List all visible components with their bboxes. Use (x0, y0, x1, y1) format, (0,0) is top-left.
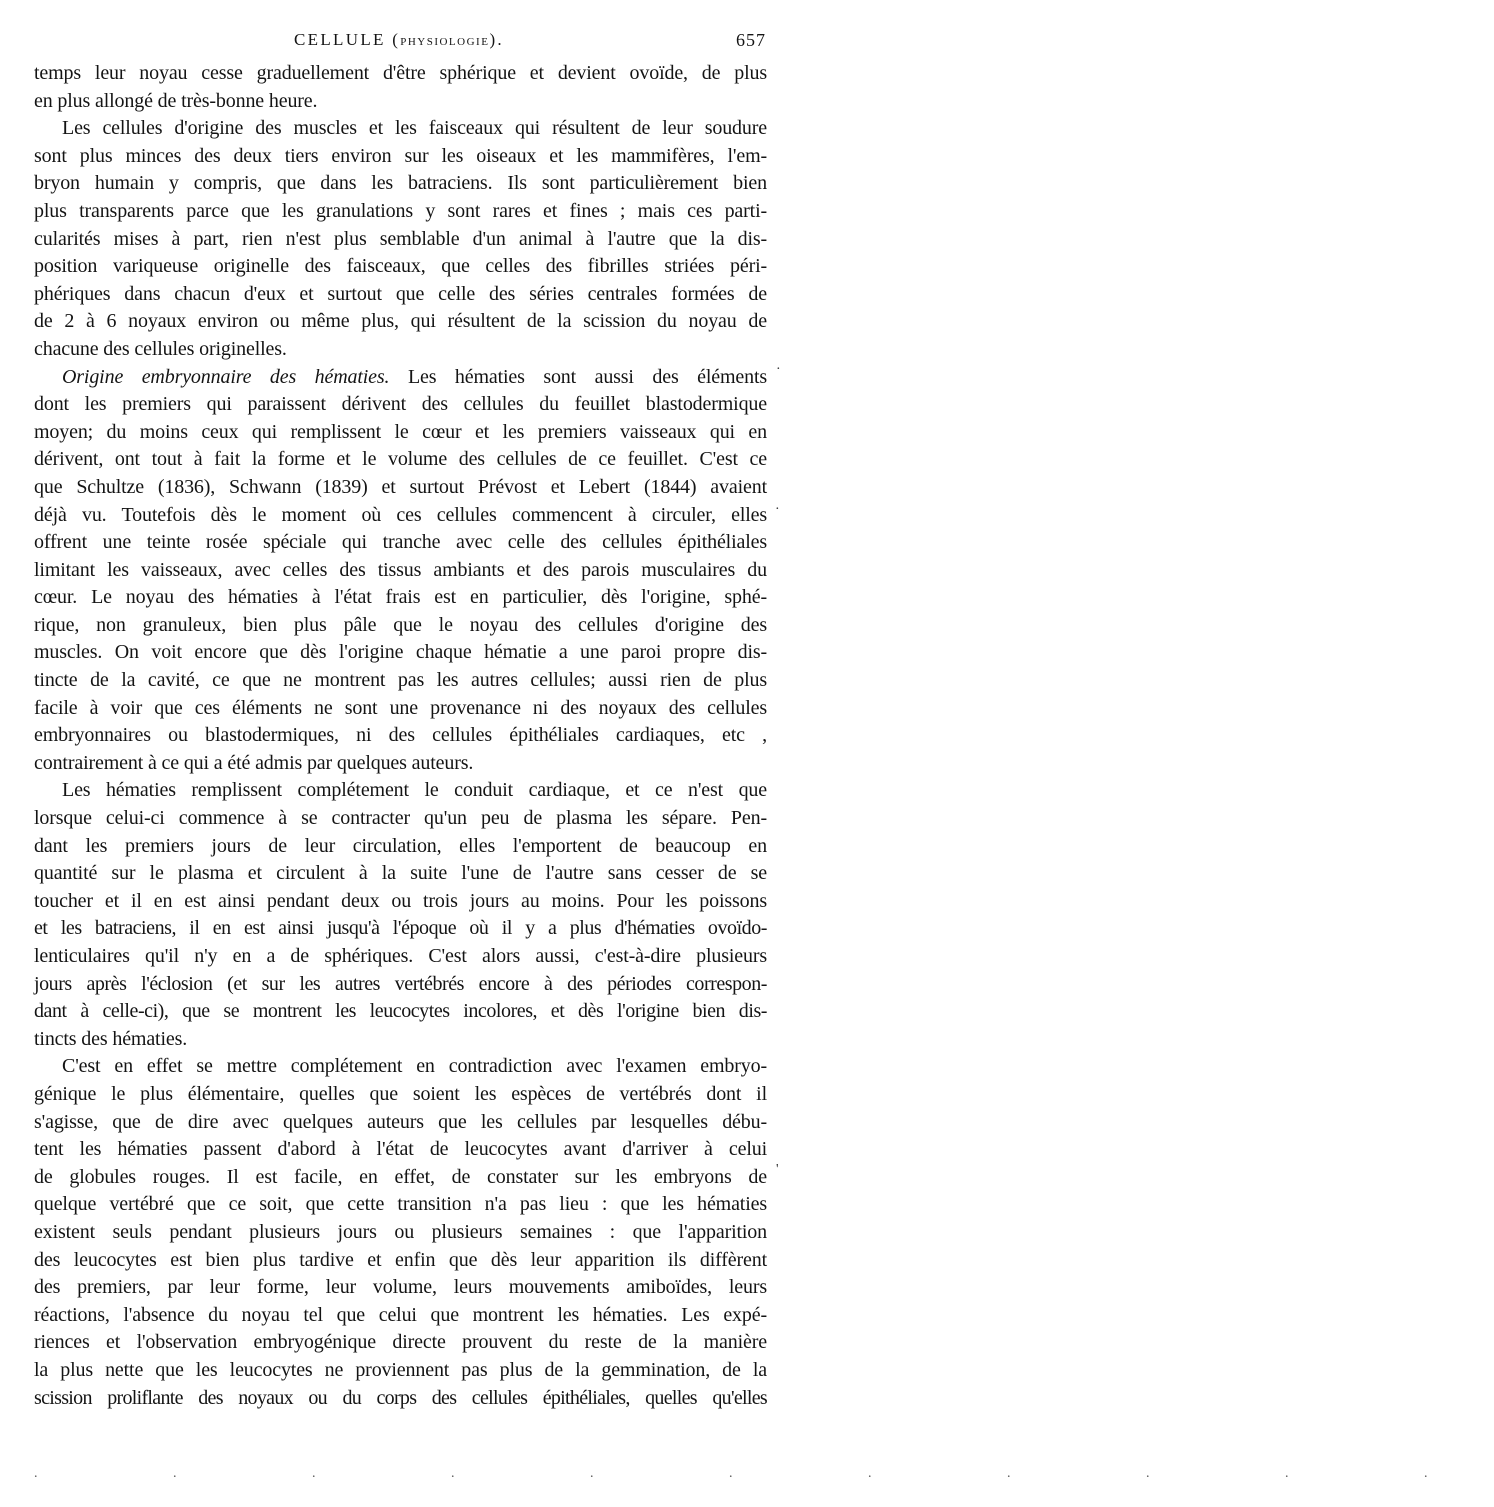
text-line: chacune des cellules originelles. (34, 337, 287, 360)
text-line: et les batraciens, il en est ainsi jusqu'à l'époque où il y a plus d'hématies ovoïdo- (34, 917, 767, 940)
text-line: des leucocytes est bien plus tardive et enfin que dès leur apparition ils diffèrent (34, 1248, 767, 1271)
body-text (34, 60, 767, 1412)
text-line: rique, non granuleux, bien plus pâle que le noyau des cellules d'origine des (34, 613, 767, 636)
text-line: lorsque celui-ci commence à se contracter qu'un peu de plasma les sépare. Pen- (34, 807, 767, 830)
text-line: contrairement à ce qui a été admis par quelques auteurs. (34, 751, 474, 774)
running-title-end: ). (489, 30, 504, 49)
text-line: facile à voir que ces éléments ne sont une provenance ni des noyaux des cellules (34, 696, 767, 719)
running-title (32, 30, 766, 50)
page-number: 657 (736, 30, 766, 50)
section-heading: Origine embryonnaire des hématies. (62, 365, 390, 388)
text-line: dant les premiers jours de leur circulation, elles l'emportent de beaucoup en (34, 834, 767, 857)
text-line: dant à celle-ci), que se montrent les leucocytes incolores, et dès l'origine bien dis- (34, 1000, 767, 1023)
text-line: de 2 à 6 noyaux environ ou même plus, qui résultent de la scission du noyau de (34, 310, 767, 333)
text-line: position variqueuse originelle des faisceaux, que celles des fibrilles striées péri- (34, 255, 767, 278)
text-line: Les hématies remplissent complétement le conduit cardiaque, et ce n'est que (62, 779, 767, 802)
text-line: la plus nette que les leucocytes ne proviennent pas plus de la gemmination, de la (34, 1358, 767, 1381)
text-line: moyen; du moins ceux qui remplissent le cœur et les premiers vaisseaux qui en (34, 420, 767, 443)
text-line: que Schultze (1836), Schwann (1839) et surtout Prévost et Lebert (1844) avaient (34, 475, 767, 498)
text-line: cularités mises à part, rien n'est plus semblable d'un animal à l'autre que la dis- (34, 227, 767, 250)
running-title-subject: PHYSIOLOGIE (400, 36, 490, 48)
text-line: s'agisse, que de dire avec quelques auteurs que les cellules par lesquelles débu- (34, 1110, 767, 1133)
text-line: offrent une teinte rosée spéciale qui tranche avec celle des cellules épithéliales (34, 531, 767, 554)
text-line-with-heading (34, 364, 767, 392)
text-line-rest: Les hématies sont aussi des éléments (407, 365, 768, 388)
text-line: réactions, l'absence du noyau tel que celui que montrent les hématies. Les expé- (34, 1303, 767, 1326)
text-line: Les cellules d'origine des muscles et les faisceaux qui résultent de leur soudure (62, 117, 767, 140)
text-line: plus transparents parce que les granulations y sont rares et fines ; mais ces parti- (34, 199, 767, 222)
margin-speck: · (775, 502, 780, 517)
text-line: toucher et il en est ainsi pendant deux ou trois jours au moins. Pour les poissons (34, 889, 767, 912)
text-line: tincte de la cavité, ce que ne montrent pas les autres cellules; aussi rien de plus (34, 669, 767, 692)
text-line: jours après l'éclosion (et sur les autres vertébrés encore à des périodes correspon- (34, 972, 767, 995)
text-line: en plus allongé de très-bonne heure. (34, 89, 318, 112)
text-line: limitant les vaisseaux, avec celles des tissus ambiants et des parois musculaires du (34, 558, 767, 581)
text-line: bryon humain y compris, que dans les batraciens. Ils sont particulièrement bien (34, 172, 767, 195)
text-line: phériques dans chacun d'eux et surtout que celle des séries centrales formées de (34, 282, 767, 305)
running-head (32, 26, 766, 58)
text-line: embryonnaires ou blastodermiques, ni des cellules épithéliales cardiaques, etc , (34, 724, 767, 747)
text-line: temps leur noyau cesse graduellement d'être sphérique et devient ovoïde, de plus (34, 62, 767, 84)
text-line: génique le plus élémentaire, quelles que soient les espèces de vertébrés dont il (34, 1082, 767, 1105)
text-line: riences et l'observation embryogénique directe prouvent du reste de la manière (34, 1331, 767, 1354)
text-line: dont les premiers qui paraissent dérivent des cellules du feuillet blastodermique (34, 393, 767, 416)
margin-speck: ' (776, 1162, 779, 1177)
text-line: dérivent, ont tout à fait la forme et le volume des cellules de ce feuillet. C'est ce (34, 448, 767, 471)
text-line: lenticulaires qu'il n'y en a de sphériques. C'est alors aussi, c'est-à-dire plusieurs (34, 945, 767, 967)
text-line: tincts des hématies. (34, 1027, 188, 1050)
text-line: sont plus minces des deux tiers environ sur les oiseaux et les mammifères, l'em- (34, 144, 767, 167)
text-line: quelque vertébré que ce soit, que cette transition n'a pas lieu : que les hématies (34, 1193, 767, 1216)
text-line: scission proliflante des noyaux ou du corps des cellules épithéliales, quelles qu'elles (34, 1386, 767, 1409)
running-title-main: CELLULE ( (294, 30, 401, 49)
text-line: quantité sur le plasma et circulent à la suite l'une de l'autre sans cesser de se (34, 862, 767, 885)
text-line: existent seuls pendant plusieurs jours ou plusieurs semaines : que l'apparition (34, 1220, 767, 1243)
footer-dots: . . . . . . . . . . . (34, 1466, 1494, 1481)
text-line: de globules rouges. Il est facile, en effet, de constater sur les embryons de (34, 1165, 767, 1188)
text-line: déjà vu. Toutefois dès le moment où ces cellules commencent à circuler, elles (34, 503, 767, 526)
text-line: des premiers, par leur forme, leur volume, leurs mouvements amiboïdes, leurs (34, 1276, 767, 1299)
text-line: C'est en effet se mettre complétement en contradiction avec l'examen embryo- (62, 1055, 767, 1078)
margin-speck: · (776, 362, 781, 377)
text-line: tent les hématies passent d'abord à l'état de leucocytes avant d'arriver à celui (34, 1138, 767, 1161)
text-line: cœur. Le noyau des hématies à l'état frais est en particulier, dès l'origine, sphé- (34, 586, 767, 609)
text-line: muscles. On voit encore que dès l'origine chaque hématie a une paroi propre dis- (34, 641, 767, 664)
